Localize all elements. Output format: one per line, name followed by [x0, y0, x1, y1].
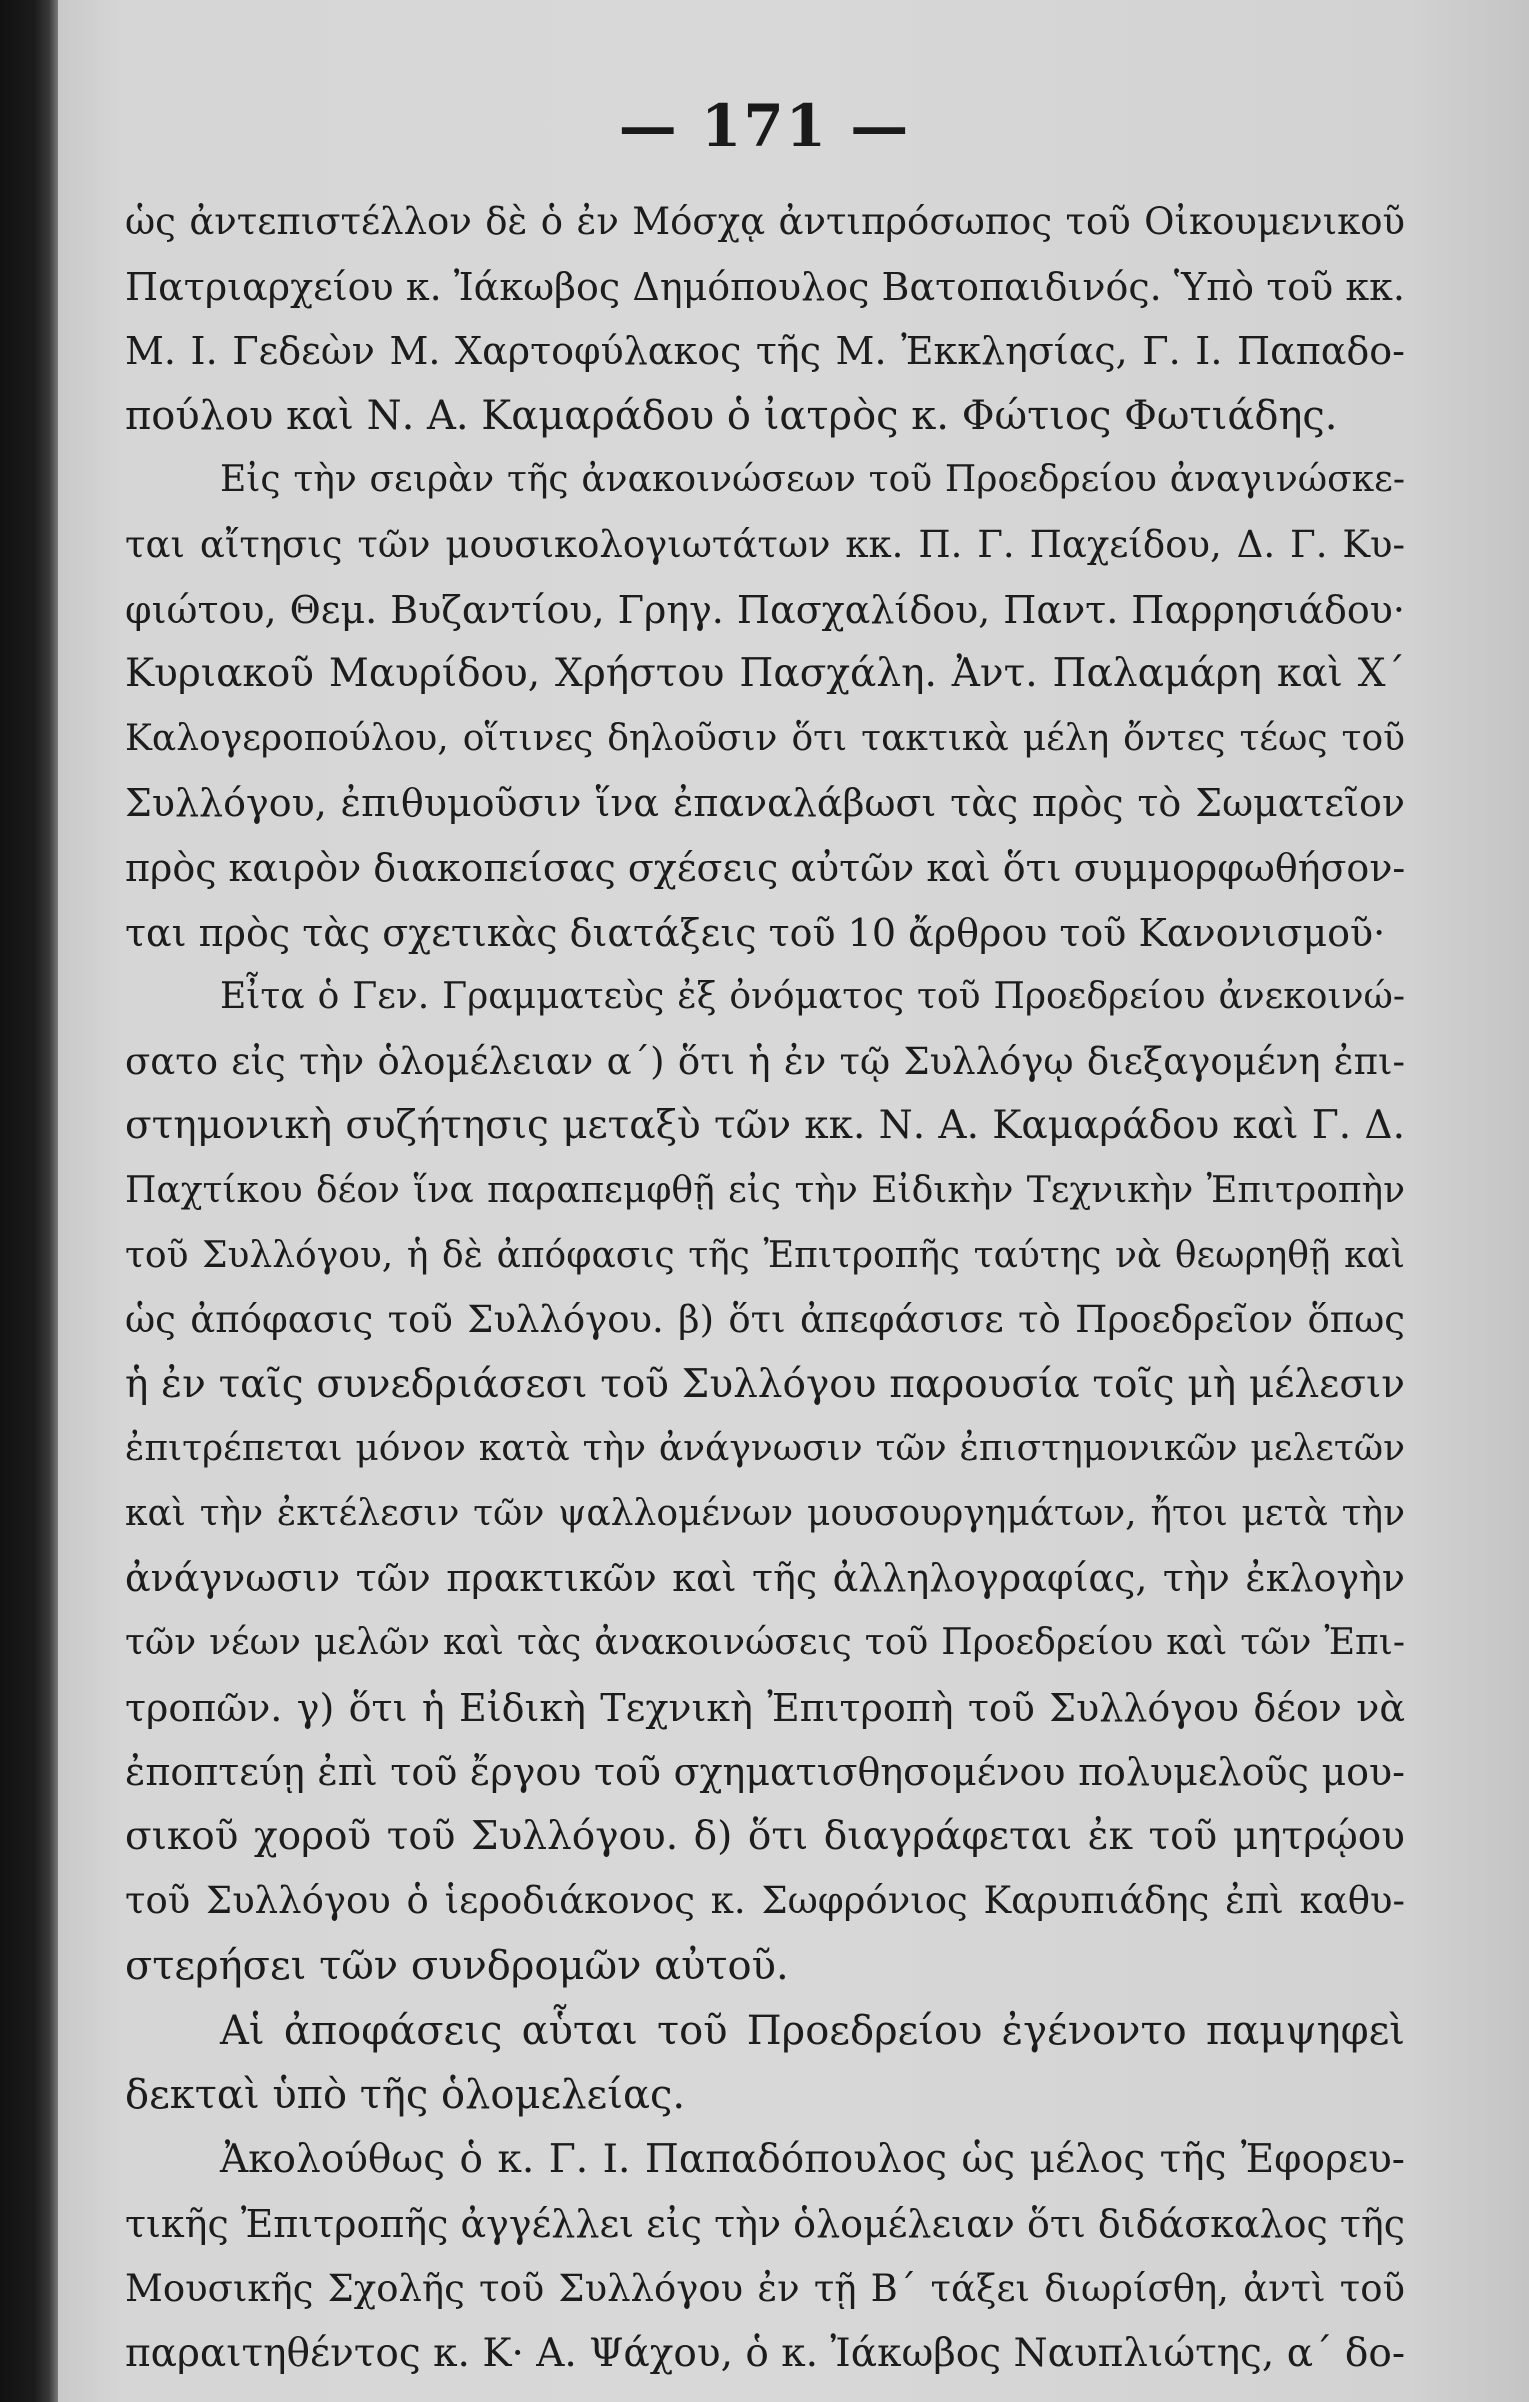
text-line: Ἀκολούθως ὁ κ. Γ. Ι. Παπαδόπουλος ὡς μέλος τῆς Ἐφορευ- — [220, 2136, 1405, 2182]
text-line: ται αἴτησις τῶν μουσικολογιωτάτων κκ. Π. Γ. Παχείδου, Δ. Γ. Κυ- — [125, 522, 1405, 566]
text-line: Εἰς τὴν σειρὰν τῆς ἀνακοινώσεων τοῦ Προεδρείου ἀναγινώσκε- — [220, 459, 1405, 501]
text-line: Πατριαρχείου κ. Ἰάκωβος Δημόπουλος Βατοπαιδινός. Ὑπὸ τοῦ κκ. — [125, 264, 1405, 309]
text-line: τοῦ Συλλόγου, ἡ δὲ ἀπόφασις τῆς Ἐπιτροπῆς ταύτης νὰ θεωρηθῇ καὶ — [125, 1234, 1405, 1276]
text-line: τοῦ Συλλόγου ὁ ἱεροδιάκονος κ. Σωφρόνιος Καρυπιάδης ἐπὶ καθυ- — [125, 1879, 1405, 1923]
text-line: Συλλόγου, ἐπιθυμοῦσιν ἵνα ἐπαναλάβωσι τὰς πρὸς τὸ Σωματεῖον — [125, 781, 1405, 826]
text-line: ἐπιτρέπεται μόνον κατὰ τὴν ἀνάγνωσιν τῶν ἐπιστημονικῶν μελετῶν — [125, 1428, 1405, 1470]
text-line: ται πρὸς τὰς σχετικὰς διατάξεις τοῦ 10 ἄρθρου τοῦ Κανονισμοῦ· — [125, 910, 1386, 955]
text-line: στερήσει τῶν συνδρομῶν αὐτοῦ. — [125, 1943, 789, 1990]
text-line: Παχτίκου δέον ἵνα παραπεμφθῇ εἰς τὴν Εἰδικὴν Τεχνικὴν Ἐπιτροπὴν — [125, 1169, 1405, 1211]
text-line: ἀνάγνωσιν τῶν πρακτικῶν καὶ τῆς ἀλληλογραφίας, τὴν ἐκλογὴν — [125, 1556, 1405, 1601]
text-line: δεκταὶ ὑπὸ τῆς ὁλομελείας. — [125, 2072, 686, 2119]
text-line: Μ. Ι. Γεδεὼν Μ. Χαρτοφύλακος τῆς Μ. Ἐκκλησίας, Γ. Ι. Παπαδο- — [125, 329, 1405, 374]
text-line: Εἶτα ὁ Γεν. Γραμματεὺς ἐξ ὀνόματος τοῦ Προεδρείου ἀνεκοινώ- — [220, 976, 1405, 1018]
text-line: φιώτου, Θεμ. Βυζαντίου, Γρηγ. Πασχαλίδου, Παντ. Παρρησιάδου· — [125, 587, 1405, 632]
text-line: ἡ ἐν ταῖς συνεδριάσεσι τοῦ Συλλόγου παρουσία τοῖς μὴ μέλεσιν — [125, 1361, 1405, 1407]
text-line: καὶ τὴν ἐκτέλεσιν τῶν ψαλλομένων μουσουργημάτων, ἤτοι μετὰ τὴν — [125, 1492, 1405, 1534]
text-line: Μουσικῆς Σχολῆς τοῦ Συλλόγου ἐν τῇ Β΄ τάξει διωρίσθη, ἀντὶ τοῦ — [125, 2267, 1405, 2310]
text-line: πρὸς καιρὸν διακοπείσας σχέσεις αὐτῶν καὶ ὅτι συμμορφωθήσον- — [125, 845, 1405, 890]
text-line: Κυριακοῦ Μαυρίδου, Χρήστου Πασχάλη. Ἀντ. Παλαμάρη καὶ Χ΄ — [125, 651, 1405, 697]
text-line: Αἱ ἀποφάσεις αὗται τοῦ Προεδρείου ἐγένοντο παμψηφεὶ — [220, 2007, 1405, 2054]
text-line: στημονικὴ συζήτησις μεταξὺ τῶν κκ. Ν. Α. Καμαράδου καὶ Γ. Δ. — [125, 1103, 1405, 1149]
book-spine-shadow — [0, 0, 58, 2402]
text-line: Καλογεροπούλου, οἵτινες δηλοῦσιν ὅτι τακτικὰ μέλη ὄντες τέως τοῦ — [125, 717, 1405, 759]
text-line: τροπῶν. γ) ὅτι ἡ Εἰδικὴ Τεχνικὴ Ἐπιτροπὴ τοῦ Συλλόγου δέον νὰ — [125, 1685, 1405, 1730]
text-line: παραιτηθέντος κ. Κ· Α. Ψάχου, ὁ κ. Ἰάκωβος Ναυπλιώτης, α΄ δο- — [125, 2330, 1405, 2376]
text-line: πούλου καὶ Ν. Α. Καμαράδου ὁ ἰατρὸς κ. Φώτιος Φωτιάδης. — [125, 392, 1338, 439]
text-line: ὡς ἀντεπιστέλλον δὲ ὁ ἐν Μόσχᾳ ἀντιπρόσωπος τοῦ Οἰκουμενικοῦ — [125, 200, 1405, 243]
text-line: ὡς ἀπόφασις τοῦ Συλλόγου. β) ὅτι ἀπεφάσισε τὸ Προεδρεῖον ὅπως — [125, 1298, 1405, 1342]
text-line: τικῆς Ἐπιτροπῆς ἀγγέλλει εἰς τὴν ὁλομέλειαν ὅτι διδάσκαλος τῆς — [125, 2202, 1405, 2247]
page-number: — 171 — — [618, 92, 911, 160]
text-line: τῶν νέων μελῶν καὶ τὰς ἀνακοινώσεις τοῦ Προεδρείου καὶ τῶν Ἐπι- — [125, 1622, 1405, 1664]
text-line: ἐποπτεύῃ ἐπὶ τοῦ ἔργου τοῦ σχηματισθησομένου πολυμελοῦς μου- — [125, 1750, 1405, 1795]
text-line: σατο εἰς τὴν ὁλομέλειαν α΄) ὅτι ἡ ἐν τῷ Συλλόγῳ διεξαγομένη ἐπι- — [125, 1039, 1405, 1083]
body-text — [125, 190, 1405, 2386]
text-line: σικοῦ χοροῦ τοῦ Συλλόγου. δ) ὅτι διαγράφεται ἐκ τοῦ μητρῴου — [125, 1813, 1405, 1859]
